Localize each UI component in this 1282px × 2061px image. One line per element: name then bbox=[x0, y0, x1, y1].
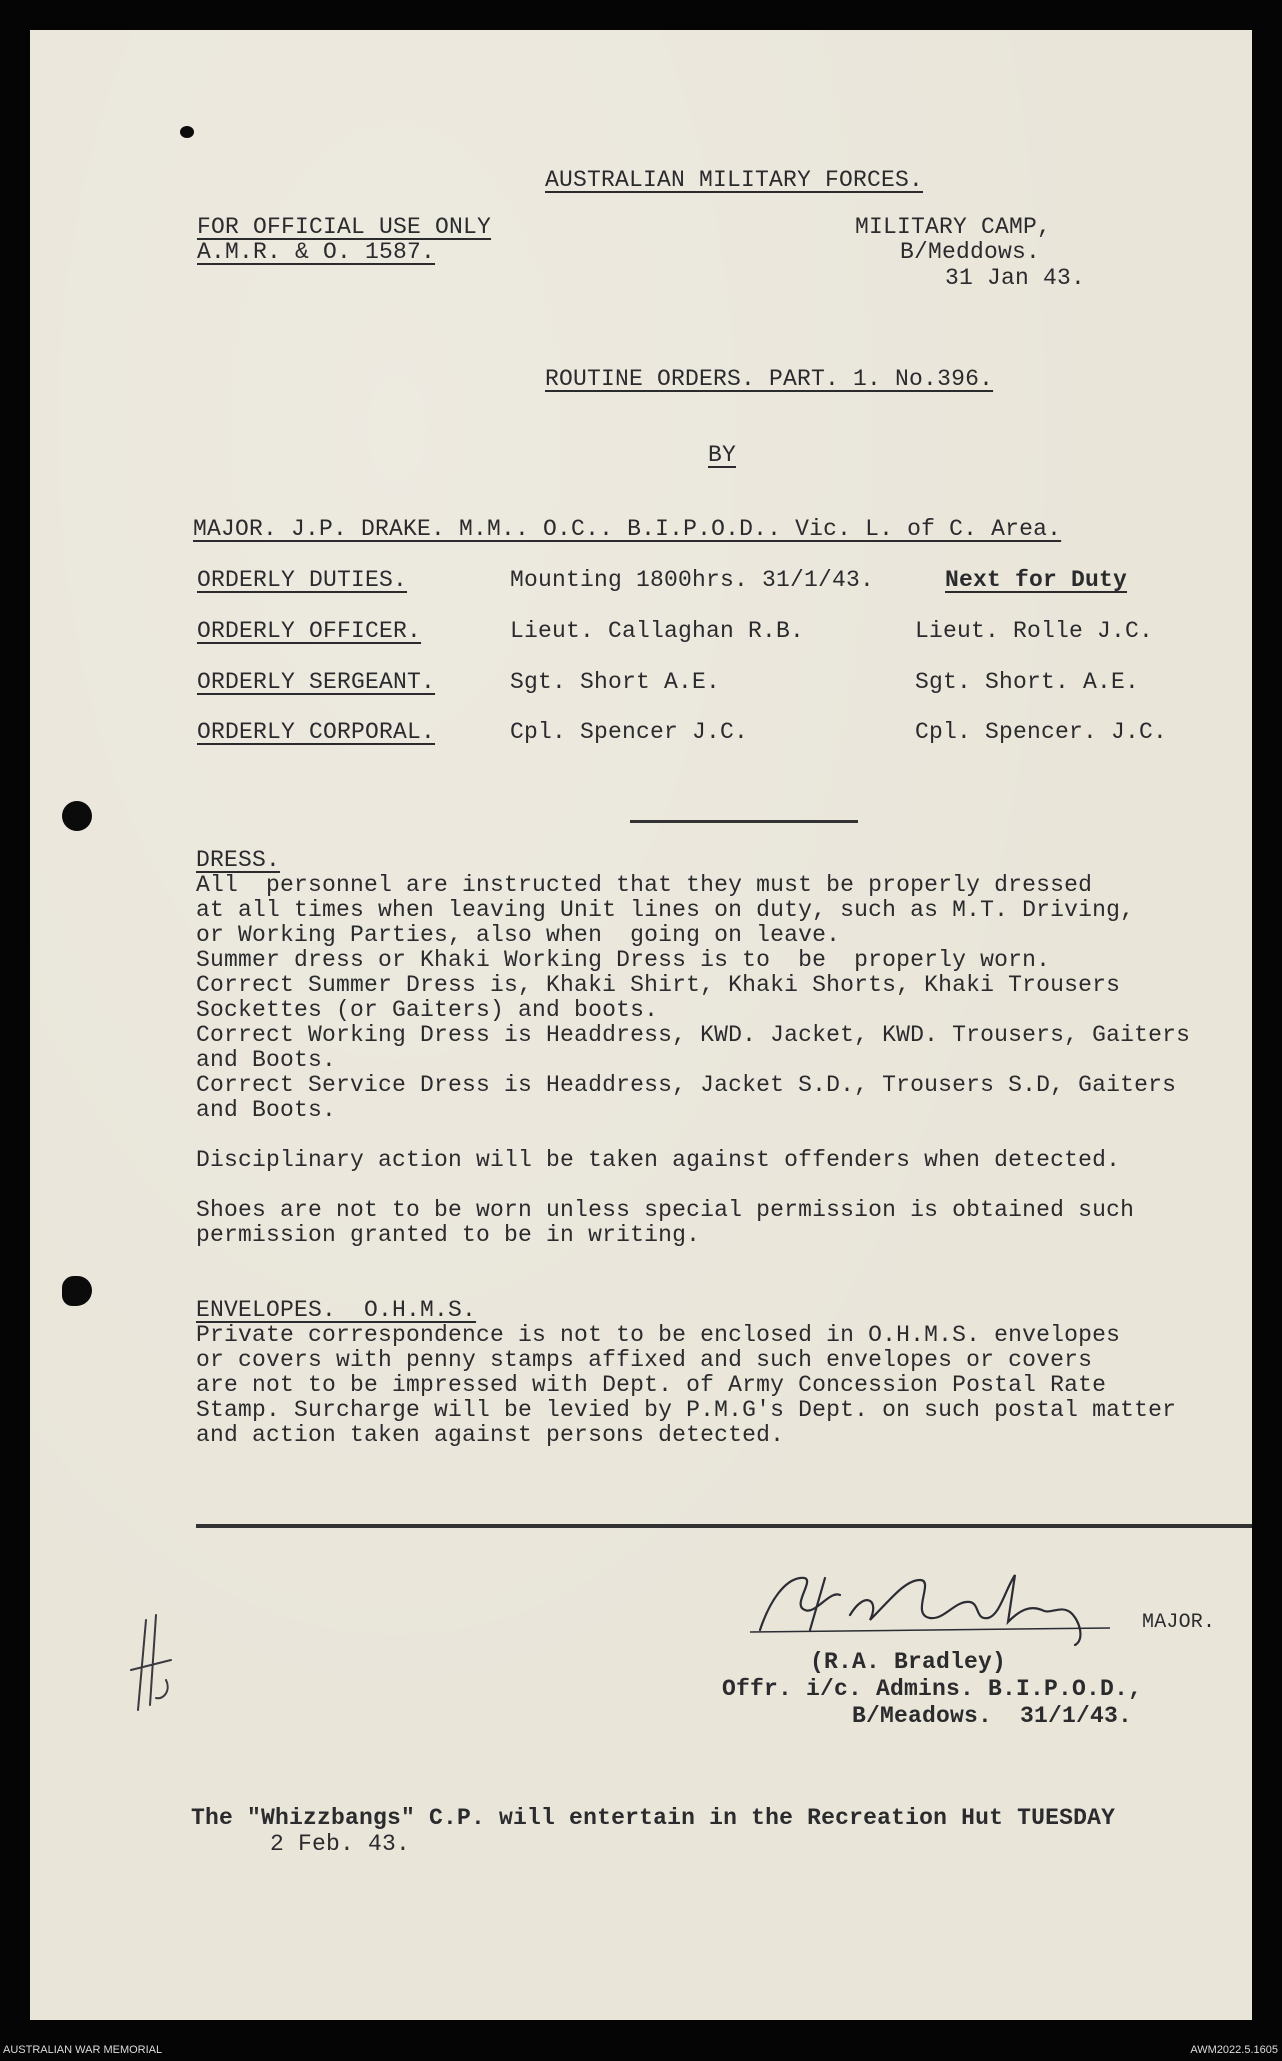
dress-line: Correct Summer Dress is, Khaki Shirt, Khaki Shorts, Khaki Trousers bbox=[196, 972, 1121, 998]
duty-role: ORDERLY CORPORAL. bbox=[197, 719, 436, 745]
shoes-notice-line: Shoes are not to be worn unless special permission is obtained such bbox=[196, 1197, 1135, 1223]
envelopes-line: or covers with penny stamps affixed and such envelopes or covers bbox=[196, 1347, 1093, 1373]
dress-line: and Boots. bbox=[196, 1047, 337, 1073]
section-divider-short bbox=[630, 820, 858, 823]
dress-heading: DRESS. bbox=[196, 847, 281, 873]
archive-name: AUSTRALIAN WAR MEMORIAL bbox=[3, 2044, 163, 2056]
duty-next: Lieut. Rolle J.C. bbox=[915, 618, 1154, 644]
margin-initials bbox=[126, 1610, 186, 1720]
envelopes-line: Stamp. Surcharge will be levied by P.M.G's Dept. on such postal matter bbox=[196, 1397, 1177, 1423]
dress-line: at all times when leaving Unit lines on duty, such as M.T. Driving, bbox=[196, 897, 1135, 923]
punch-hole-lower bbox=[62, 1276, 92, 1306]
document-title: AUSTRALIAN MILITARY FORCES. bbox=[545, 167, 924, 193]
archive-reference: AWM2022.5.1605 bbox=[1190, 2044, 1278, 2056]
dress-line: All personnel are instructed that they must be properly dressed bbox=[196, 872, 1093, 898]
dress-line: or Working Parties, also when going on leave. bbox=[196, 922, 841, 948]
dress-line: and Boots. bbox=[196, 1097, 337, 1123]
dress-line: Correct Service Dress is Headdress, Jacket S.D., Trousers S.D, Gaiters bbox=[196, 1072, 1177, 1098]
signature-rank: MAJOR. bbox=[1142, 1611, 1216, 1634]
envelopes-line: are not to be impressed with Dept. of Army Concession Postal Rate bbox=[196, 1372, 1107, 1398]
envelopes-line: and action taken against persons detected. bbox=[196, 1422, 785, 1448]
punch-hole-middle bbox=[62, 801, 92, 831]
duty-next: Cpl. Spencer. J.C. bbox=[915, 719, 1168, 745]
punch-hole-top bbox=[180, 126, 194, 138]
duty-role: ORDERLY SERGEANT. bbox=[197, 669, 436, 695]
duties-next-for-duty: Next for Duty bbox=[945, 567, 1128, 593]
duties-mounting: Mounting 1800hrs. 31/1/43. bbox=[510, 567, 875, 593]
duty-next: Sgt. Short. A.E. bbox=[915, 669, 1140, 695]
discipline-notice: Disciplinary action will be taken against offenders when detected. bbox=[196, 1147, 1121, 1173]
archive-footer bbox=[0, 2039, 1282, 2061]
signatory-place-date: B/Meadows. 31/1/43. bbox=[852, 1703, 1133, 1729]
entertainment-notice-line1: The "Whizzbangs" C.P. will entertain in the Recreation Hut TUESDAY bbox=[191, 1805, 1116, 1831]
by-label: BY bbox=[708, 442, 737, 468]
duty-current: Sgt. Short A.E. bbox=[510, 669, 721, 695]
signatory-role: Offr. i/c. Admins. B.I.P.O.D., bbox=[722, 1676, 1143, 1702]
camp-name: MILITARY CAMP, bbox=[855, 214, 1052, 240]
envelopes-line: Private correspondence is not to be enclosed in O.H.M.S. envelopes bbox=[196, 1322, 1121, 1348]
document-page bbox=[30, 30, 1252, 2020]
section-divider-long bbox=[196, 1524, 1252, 1528]
dress-line: Summer dress or Khaki Working Dress is to be properly worn. bbox=[196, 947, 1051, 973]
dress-line: Correct Working Dress is Headdress, KWD. Jacket, KWD. Trousers, Gaiters bbox=[196, 1022, 1191, 1048]
signatory-name: (R.A. Bradley) bbox=[810, 1649, 1007, 1675]
issuing-officer: MAJOR. J.P. DRAKE. M.M.. O.C.. B.I.P.O.D.. Vic. L. of C. Area. bbox=[193, 516, 1062, 542]
duty-current: Lieut. Callaghan R.B. bbox=[510, 618, 805, 644]
duty-current: Cpl. Spencer J.C. bbox=[510, 719, 749, 745]
document-date: 31 Jan 43. bbox=[945, 265, 1086, 291]
entertainment-notice-line2: 2 Feb. 43. bbox=[270, 1831, 411, 1857]
routine-orders-title: ROUTINE ORDERS. PART. 1. No.396. bbox=[545, 366, 994, 392]
envelopes-heading: ENVELOPES. O.H.M.S. bbox=[196, 1297, 477, 1323]
amr-reference: A.M.R. & O. 1587. bbox=[197, 239, 436, 265]
camp-location: B/Meddows. bbox=[900, 239, 1041, 265]
official-use-line: FOR OFFICIAL USE ONLY bbox=[197, 214, 492, 240]
handwritten-signature bbox=[730, 1560, 1150, 1650]
shoes-notice-line: permission granted to be in writing. bbox=[196, 1222, 701, 1248]
duty-role: ORDERLY OFFICER. bbox=[197, 618, 422, 644]
dress-line: Sockettes (or Gaiters) and boots. bbox=[196, 997, 659, 1023]
duties-header-label: ORDERLY DUTIES. bbox=[197, 567, 408, 593]
